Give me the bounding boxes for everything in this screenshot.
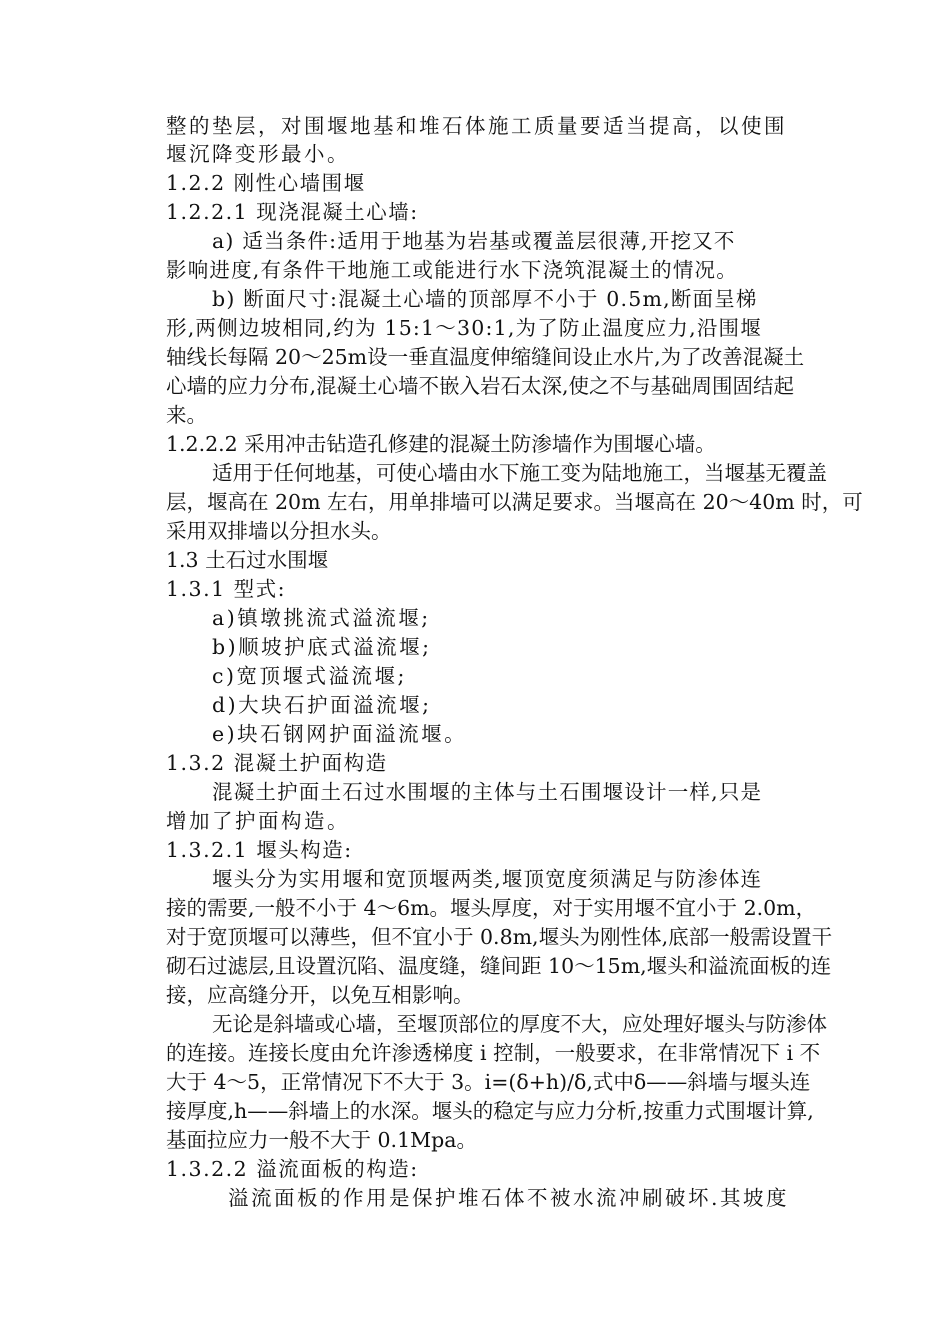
paragraph-line: b) 断面尺寸:混凝土心墙的顶部厚不小于 0.5m,断面呈梯 — [212, 287, 758, 311]
paragraph-line: 层，堰高在 20m 左右，用单排墙可以满足要求。当堰高在 20～40m 时，可 — [166, 490, 863, 514]
section-heading: 1.2.2.1 现浇混凝土心墙: — [166, 200, 419, 224]
paragraph-line: 基面拉应力一般不大于 0.1Mpa。 — [166, 1128, 477, 1152]
paragraph-line: 影响进度,有条件干地施工或能进行水下浇筑混凝土的情况。 — [166, 258, 738, 282]
paragraph-line: a) 适当条件:适用于地基为岩基或覆盖层很薄,开挖又不 — [212, 229, 736, 253]
paragraph-line: 砌石过滤层,且设置沉陷、温度缝，缝间距 10～15m,堰头和溢流面板的连 — [166, 954, 832, 978]
paragraph-line: 适用于任何地基，可使心墙由水下施工变为陆地施工，当堰基无覆盖 — [212, 461, 827, 485]
section-heading: 1.3.2.2 溢流面板的构造: — [166, 1157, 419, 1181]
paragraph-line: 接，应高缝分开，以免互相影响。 — [166, 983, 474, 1007]
section-heading: 1.2.2.2 采用冲击钻造孔修建的混凝土防渗墙作为围堰心墙。 — [166, 432, 716, 456]
section-heading: 1.3.2.1 堰头构造: — [166, 838, 353, 862]
section-heading: 1.2.2 刚性心墙围堰 — [166, 171, 366, 195]
list-item: e)块石钢网护面溢流堰。 — [212, 722, 468, 746]
paragraph-line: 大于 4～5，正常情况下不大于 3。i=(δ+h)/δ,式中δ——斜墙与堰头连 — [166, 1070, 811, 1094]
section-heading: 1.3.1 型式: — [166, 577, 287, 601]
paragraph-line: 增加了护面构造。 — [166, 809, 350, 833]
paragraph-line: 形,两侧边坡相同,约为 15:1～30:1,为了防止温度应力,沿围堰 — [166, 316, 762, 340]
paragraph-line: 接的需要,一般不小于 4～6m。堰头厚度，对于实用堰不宜小于 2.0m， — [166, 896, 817, 920]
paragraph-line: 溢流面板的作用是保护堆石体不被水流冲刷破坏.其坡度 — [228, 1186, 790, 1210]
paragraph-line: 的连接。连接长度由允许渗透梯度 i 控制，一般要求，在非常情况下 i 不 — [166, 1041, 821, 1065]
list-item: a)镇墩挑流式溢流堰; — [212, 606, 431, 630]
section-heading: 1.3 土石过水围堰 — [166, 548, 329, 572]
paragraph-line: 对于宽顶堰可以薄些，但不宜小于 0.8m,堰头为刚性体,底部一般需设置干 — [166, 925, 833, 949]
list-item: c)宽顶堰式溢流堰; — [212, 664, 407, 688]
list-item: d)大块石护面溢流堰; — [212, 693, 432, 717]
paragraph-line: 心墙的应力分布,混凝土心墙不嵌入岩石太深,使之不与基础周围固结起 — [166, 374, 795, 398]
paragraph-line: 无论是斜墙或心墙，至堰顶部位的厚度不大，应处理好堰头与防渗体 — [212, 1012, 827, 1036]
section-heading: 1.3.2 混凝土护面构造 — [166, 751, 388, 775]
paragraph-line: 采用双排墙以分担水头。 — [166, 519, 392, 543]
paragraph-line: 堰沉降变形最小。 — [166, 142, 350, 166]
paragraph-line: 混凝土护面土石过水围堰的主体与土石围堰设计一样,只是 — [212, 780, 763, 804]
list-item: b)顺坡护底式溢流堰; — [212, 635, 432, 659]
paragraph-line: 接厚度,h——斜墙上的水深。堰头的稳定与应力分析,按重力式围堰计算, — [166, 1099, 814, 1123]
paragraph-line: 来。 — [166, 403, 207, 427]
paragraph-line: 堰头分为实用堰和宽顶堰两类,堰顶宽度须满足与防渗体连 — [212, 867, 763, 891]
paragraph-line: 轴线长每隔 20～25m设一垂直温度伸缩缝间设止水片,为了改善混凝土 — [166, 345, 805, 369]
paragraph-line: 整的垫层，对围堰地基和堆石体施工质量要适当提高，以使围 — [166, 114, 787, 138]
